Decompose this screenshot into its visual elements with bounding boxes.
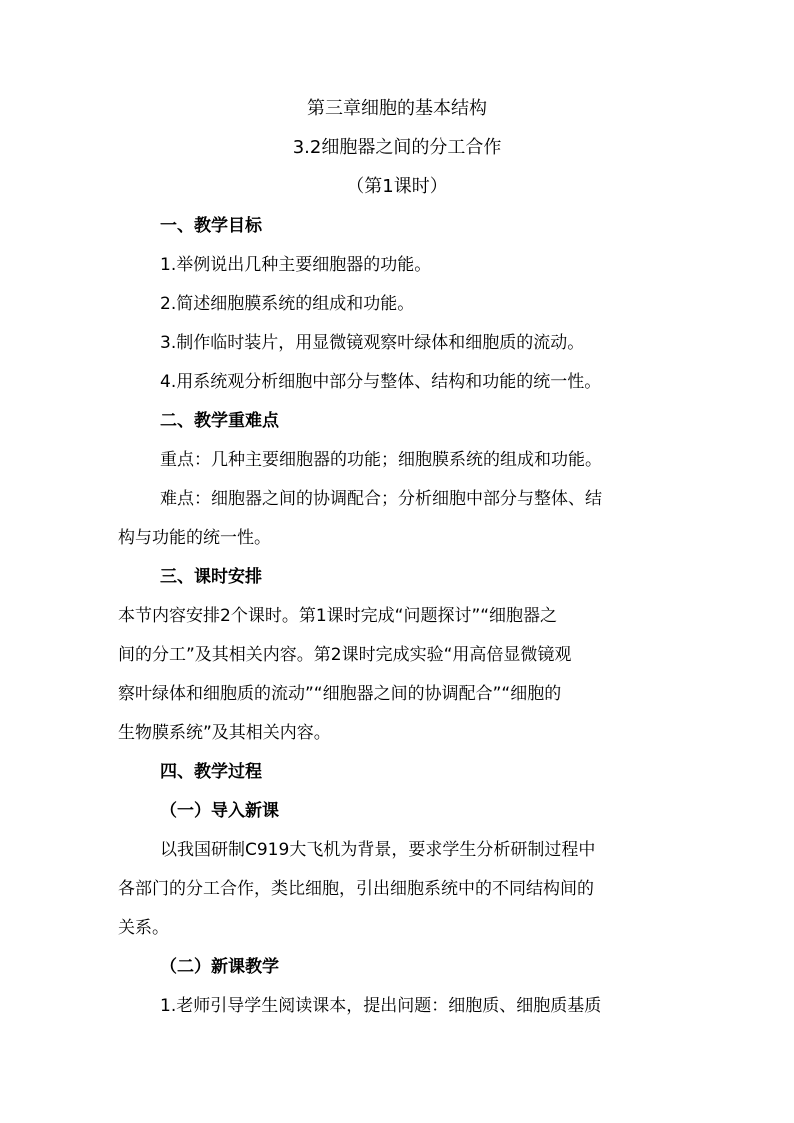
intro-line: 各部门的分工合作，类比细胞，引出细胞系统中的不同结构间的: [118, 879, 594, 899]
objective-item: 1.举例说出几种主要细胞器的功能。: [160, 255, 432, 275]
schedule-line: 生物膜系统”及其相关内容。: [118, 723, 331, 743]
intro-line: 以我国研制C919大飞机为背景，要求学生分析研制过程中: [160, 840, 596, 860]
schedule-line: 本节内容安排2个课时。第1课时完成“问题探讨”“细胞器之: [118, 606, 558, 626]
key-points-heading: 二、教学重难点: [160, 411, 279, 431]
schedule-heading: 三、课时安排: [160, 567, 262, 587]
objective-item: 2.简述细胞膜系统的组成和功能。: [160, 294, 415, 314]
new-lesson-line: 1.老师引导学生阅读课本，提出问题：细胞质、细胞质基质: [160, 996, 602, 1016]
lesson-marker: （第1课时）: [346, 176, 448, 197]
difficulty-text: 难点：细胞器之间的协调配合；分析细胞中部分与整体、结: [160, 489, 602, 509]
schedule-line: 间的分工”及其相关内容。第2课时完成实验“用高倍显微镜观: [118, 645, 572, 665]
objective-item: 4.用系统观分析细胞中部分与整体、结构和功能的统一性。: [160, 372, 602, 392]
difficulty-text-continued: 构与功能的统一性。: [118, 528, 271, 548]
objective-item: 3.制作临时装片，用显微镜观察叶绿体和细胞质的流动。: [160, 333, 585, 353]
process-heading: 四、教学过程: [160, 762, 262, 782]
schedule-line: 察叶绿体和细胞质的流动”“细胞器之间的协调配合”“细胞的: [118, 684, 562, 704]
chapter-title: 第三章细胞的基本结构: [307, 98, 487, 119]
focus-text: 重点：几种主要细胞器的功能；细胞膜系统的组成和功能。: [160, 450, 602, 470]
objectives-heading: 一、教学目标: [160, 216, 262, 236]
new-lesson-subheading: （二）新课教学: [160, 957, 279, 977]
intro-subheading: （一）导入新课: [160, 801, 279, 821]
intro-line: 关系。: [118, 918, 169, 938]
section-title: 3.2细胞器之间的分工合作: [292, 137, 502, 158]
